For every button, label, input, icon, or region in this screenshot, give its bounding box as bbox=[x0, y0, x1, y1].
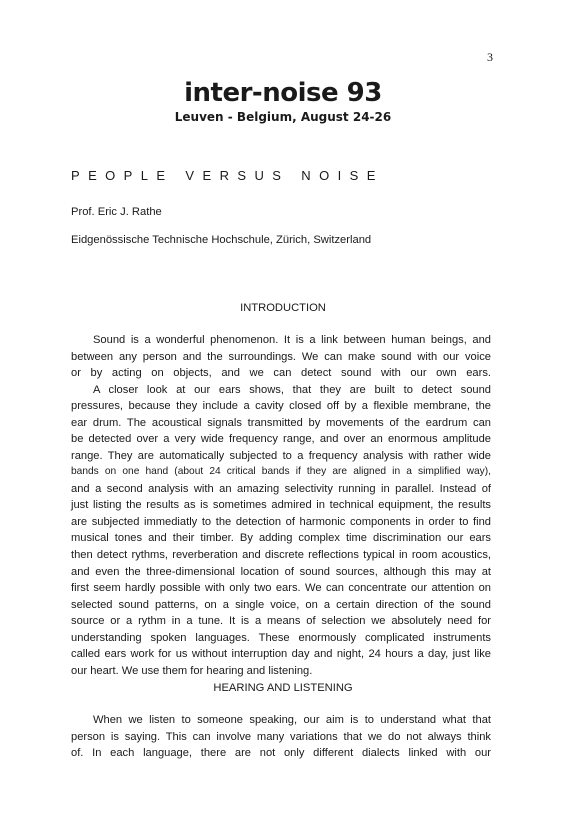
page-number: 3 bbox=[487, 50, 493, 64]
text-line: understanding spoken languages. These enormously complicated instruments bbox=[71, 631, 491, 644]
section-heading-hearing-and-listening: HEARING AND LISTENING bbox=[213, 682, 353, 694]
text-line: ear drum. The acoustical signals transmitted by movements of the eardrum can bbox=[71, 416, 491, 429]
intro-paragraph-1 bbox=[71, 332, 491, 382]
text-line: musical tones and their timber. By adding complex time discrimination our ears bbox=[71, 532, 491, 545]
paper-title: PEOPLE VERSUS NOISE bbox=[71, 168, 384, 183]
text-line: Sound is a wonderful phenomenon. It is a link between human beings, and bbox=[93, 334, 491, 346]
text-line: When we listen to someone speaking, our aim is to understand what that bbox=[93, 714, 491, 726]
text-line: first seem hardly possible with only two ears. We can concentrate our attention on bbox=[71, 582, 491, 595]
text-line: A closer look at our ears shows, that they are built to detect sound bbox=[93, 383, 491, 396]
text-line: our heart. We use them for hearing and listening. bbox=[71, 664, 313, 677]
section-heading-introduction: INTRODUCTION bbox=[240, 302, 326, 314]
text-line: or by acting on objects, and we can detect sound with our own ears. bbox=[71, 367, 491, 380]
text-line: be detected over a very wide frequency range, and over an enormous amplitude bbox=[71, 433, 491, 446]
conference-title: inter-noise 93 bbox=[184, 78, 382, 108]
text-line: source or a rythm in a tune. It is a means of selection we absolutely need for bbox=[71, 615, 491, 628]
text-line: person is saying. This can involve many variations that we do not always think bbox=[71, 730, 491, 743]
text-line: between any person and the surroundings. We can make sound with our voice bbox=[71, 350, 491, 363]
text-line: and even the three-dimensional location of sound sources, although this may at bbox=[71, 565, 491, 578]
text-line: of. In each language, there are not only different dialects linked with our bbox=[71, 747, 491, 760]
text-line: range. They are automatically subjected to a frequency analysis with rather wide bbox=[71, 449, 491, 462]
text-line: and a second analysis with an amazing selectivity running in parallel. Instead of bbox=[71, 482, 491, 495]
text-line: then detect rythms, reverberation and discrete reflections typical in room acoustics, bbox=[71, 548, 491, 561]
text-line: called ears work for us without interruption day and night, 24 hours a day, just like bbox=[71, 648, 491, 661]
hearing-paragraph-1 bbox=[71, 712, 491, 762]
text-line: pressures, because they include a cavity closed off by a flexible membrane, the bbox=[71, 400, 491, 413]
text-line: are subjected immediatly to the detection of harmonic components in order to find bbox=[71, 515, 491, 528]
text-line: bands on one hand (about 24 critical bands if they are aligned in a simplified way), bbox=[71, 466, 491, 478]
text-line: selected sound patterns, on a single voice, on a certain direction of the sound bbox=[71, 598, 491, 611]
intro-paragraph-2 bbox=[71, 382, 491, 680]
conference-subtitle: Leuven - Belgium, August 24-26 bbox=[174, 110, 392, 124]
author: Prof. Eric J. Rathe bbox=[71, 206, 162, 218]
text-line: just listing the results as is sometimes admired in technical equipment, the results bbox=[71, 499, 491, 512]
affiliation: Eidgenössische Technische Hochschule, Zürich, Switzerland bbox=[71, 234, 372, 246]
